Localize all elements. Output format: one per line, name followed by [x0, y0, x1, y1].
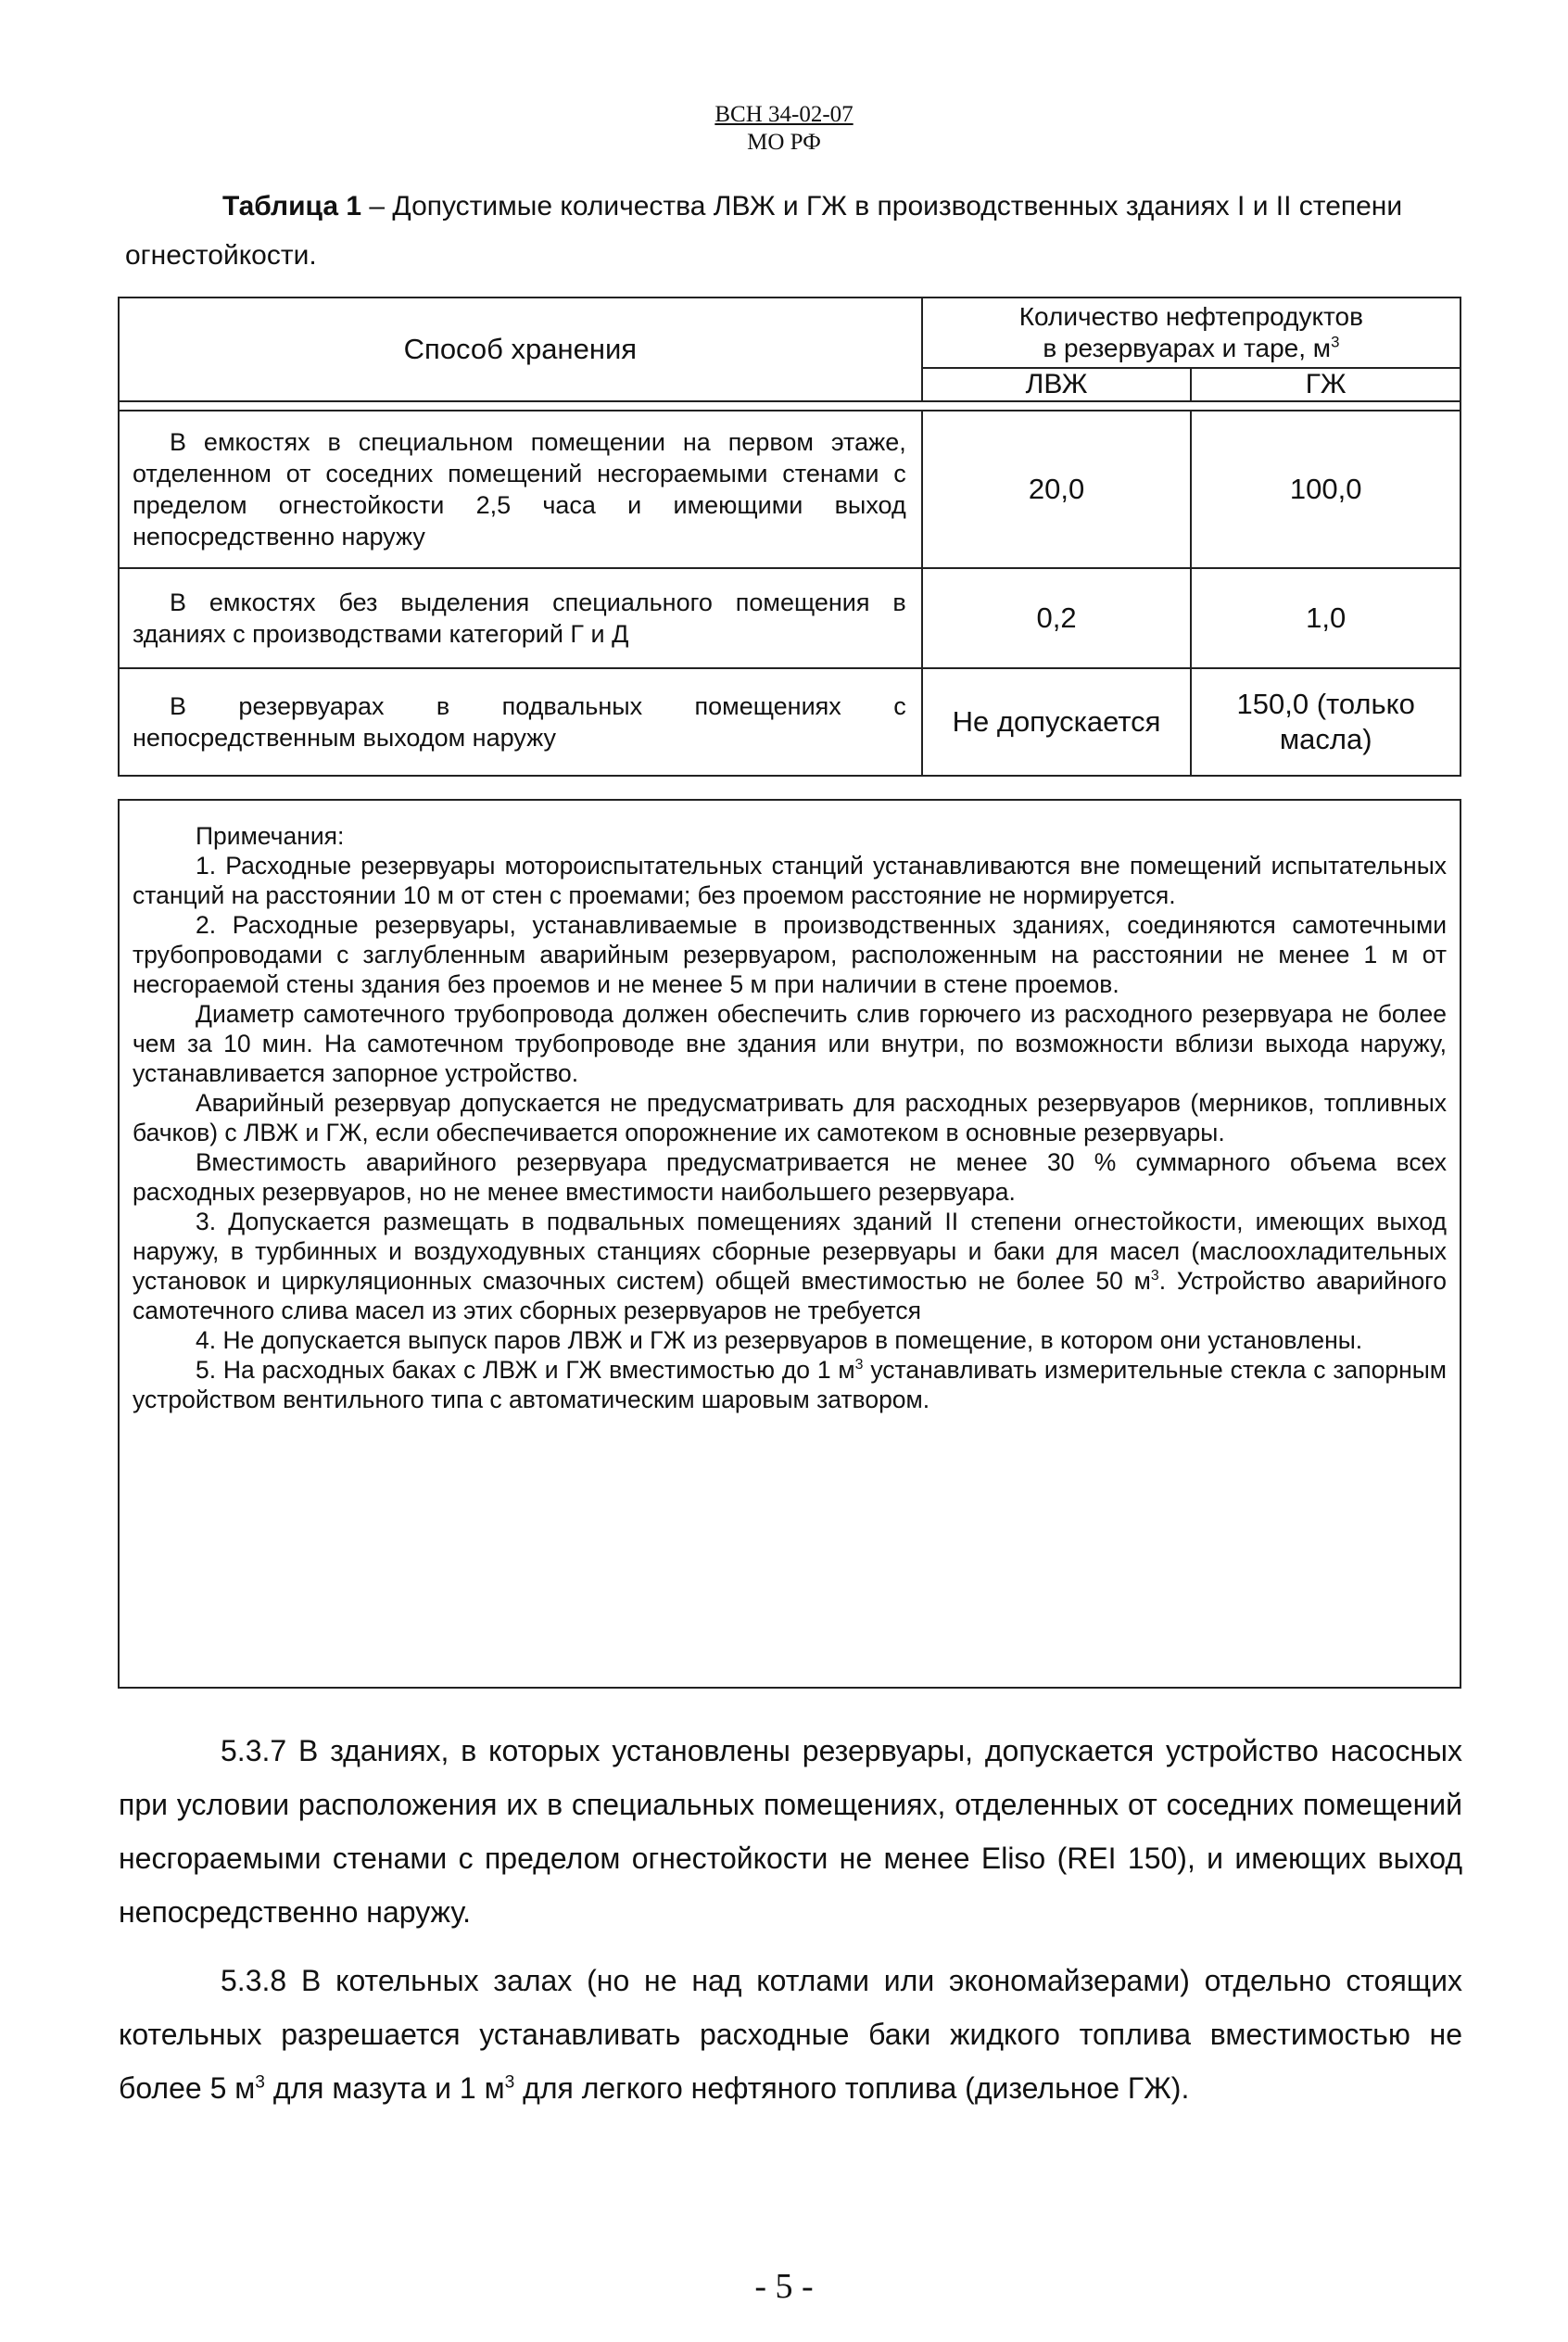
paragraph-5-3-7: 5.3.7 В зданиях, в которых установлены резервуары, допускается устройство насосных при условии расположения их в специальных помещениях, отделенных от соседних помещений несгораемыми стенами с пределом огнестойкости не менее Eliso (REI 150), и имеющих выход непосредственно наружу.: [119, 1734, 1462, 1929]
table-caption: [125, 182, 1460, 280]
storage-method-cell: В емкостях без выделения специального помещения в зданиях с производствами категорий Г и Д: [119, 568, 922, 668]
header-quantity: Количество нефтепродуктов в резервуарах и таре, $м^3$: [922, 297, 1461, 368]
storage-method-cell: В емкостях в специальном помещении на первом этаже, отделенном от соседних помещений несгораемыми стенами с пределом огнестойкости 2,5 часа и имеющими выход непосредственно наружу: [119, 411, 922, 568]
table-row: [119, 568, 1461, 668]
note-4: 4. Не допускается выпуск паров ЛВЖ и ГЖ из резервуаров в помещение, в котором они установлены.: [196, 1326, 1363, 1354]
document-organization: МО РФ: [747, 130, 821, 155]
storage-table: [118, 297, 1461, 777]
gzh-value-cell: 1,0: [1191, 568, 1461, 668]
table-caption-label: Таблица 1: [222, 191, 362, 222]
table-notes: [118, 799, 1461, 1689]
note-2: 2. Расходные резервуары, устанавливаемые в производственных зданиях, соединяются самотечными трубопроводами с заглубленным аварийным резервуаром, расположенным на расстоянии не менее 1 м от несгораемой стены здания без проемов и не менее 5 м при наличии в стене проемов.: [133, 911, 1447, 998]
gzh-value-cell: 100,0: [1191, 411, 1461, 568]
lvzh-value-cell: 0,2: [922, 568, 1192, 668]
table-caption-text: – Допустимые количества ЛВЖ и ГЖ в производственных зданиях I и II степени огнестойкости.: [125, 191, 1403, 271]
header-lvzh: ЛВЖ: [922, 368, 1192, 401]
table-row: [119, 411, 1461, 568]
storage-method-cell: В резервуарах в подвальных помещениях с непосредственным выходом наружу: [119, 668, 922, 776]
note-2-capacity: Вместимость аварийного резервуара предусматривается не менее 30 % суммарного объема всех расходных резервуаров, но не менее вместимости наибольшего резервуара.: [133, 1148, 1447, 1206]
notes-heading: Примечания:: [196, 822, 345, 850]
lvzh-value-cell: Не допускается: [922, 668, 1192, 776]
header-storage-method: Способ хранения: [119, 297, 922, 401]
note-5: 5. На расходных баках с ЛВЖ и ГЖ вместимостью до 1 $м^3$ устанавливать измерительные стекла с запорным устройством вентильного типа с автоматическим шаровым затвором.: [133, 1356, 1447, 1413]
page-number: - 5 -: [754, 2267, 814, 2306]
table-row: [119, 668, 1461, 776]
note-2-emergency-tank: Аварийный резервуар допускается не предусматривать для расходных резервуаров (мерников, топливных бачков) с ЛВЖ и ГЖ, если обеспечивается опорожнение их самотеком в основные резервуары.: [133, 1089, 1447, 1146]
document-code: ВСН 34-02-07: [714, 102, 854, 127]
note-3: 3. Допускается размещать в подвальных помещениях зданий II степени огнестойкости, имеющих выход наружу, в турбинных и воздуходувных станциях сборные резервуары и баки для масел (маслоохладительных установок и циркуляционных смазочных систем) общей вместимостью не более 50 $м^3$. Устройство аварийного самотечного слива масел из этих сборных резервуаров не требуется: [133, 1208, 1448, 1324]
note-2-diameter: Диаметр самотечного трубопровода должен обеспечить слив горючего из расходного резервуара не более чем за 10 мин. На самотечном трубопроводе вне здания или внутри, по возможности вблизи выхода наружу, устанавливается запорное устройство.: [133, 1000, 1447, 1087]
gzh-value-cell: 150,0 (только масла): [1191, 668, 1461, 776]
paragraph-5-3-8: 5.3.8 В котельных залах (но не над котлами или экономайзерами) отдельно стоящих котельных разрешается устанавливать расходные баки жидкого топлива вместимостью не более 5 $м^3$ для мазута и 1 $м^3$ для легкого нефтяного топлива (дизельное ГЖ).: [119, 1964, 1462, 2105]
lvzh-value-cell: 20,0: [922, 411, 1192, 568]
note-1: 1. Расходные резервуары моторoиспытательных станций устанавливаются вне помещений испытательных станций на расстоянии 10 м от стен с проемами; без проемом расстояние не нормируется.: [133, 852, 1447, 909]
header-gzh: ГЖ: [1191, 368, 1461, 401]
